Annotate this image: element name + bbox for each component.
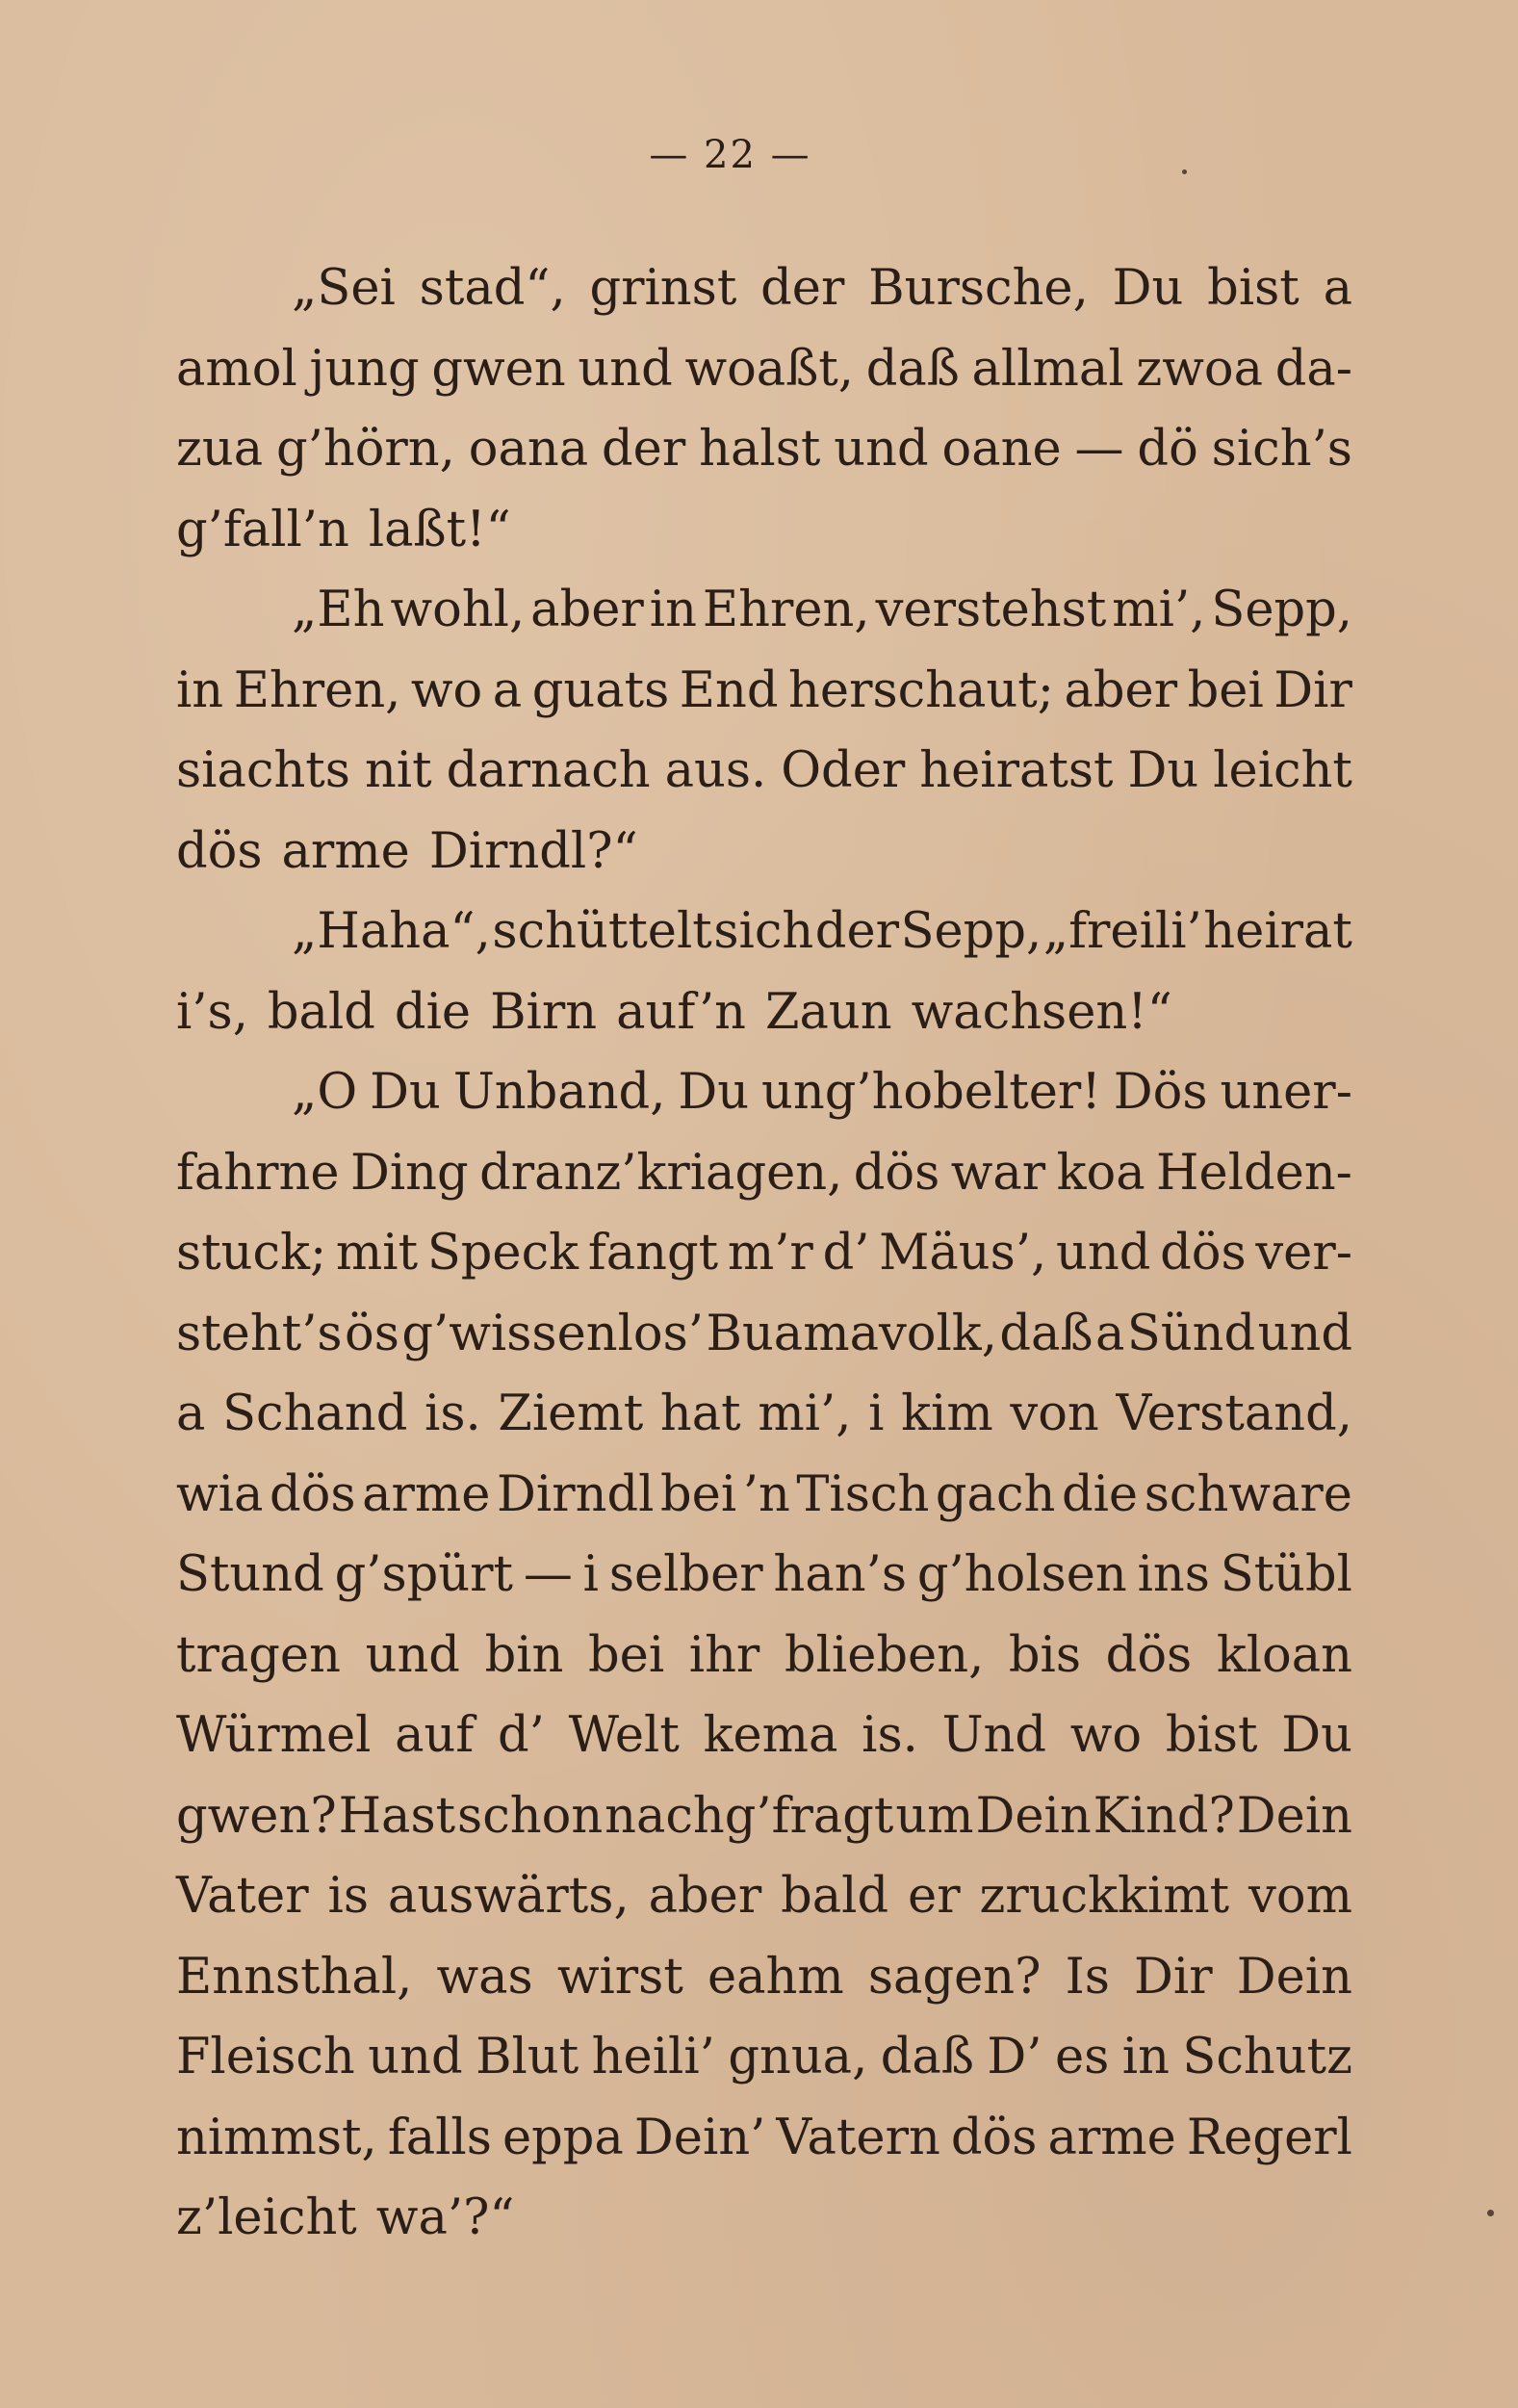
paper-speck: [1487, 2210, 1494, 2216]
word: Buamavolk,: [706, 1305, 997, 1362]
word: Regerl: [1186, 2109, 1352, 2166]
word: wo: [1069, 1707, 1143, 1764]
word: war: [950, 1144, 1046, 1202]
word: „O: [292, 1064, 358, 1121]
word: bis: [1008, 1626, 1082, 1684]
word: was: [436, 1948, 533, 2006]
word: Und: [941, 1707, 1047, 1764]
word: um: [895, 1787, 974, 1845]
word: Helden-: [1156, 1144, 1352, 1202]
word: jung: [309, 340, 420, 398]
word: woaßt,: [684, 340, 854, 398]
word: in: [649, 582, 697, 638]
word: gwen: [431, 340, 566, 398]
word: gach: [935, 1465, 1056, 1523]
word: zruckkimt: [979, 1868, 1230, 1925]
word: wia: [176, 1465, 264, 1523]
word: Du: [1281, 1707, 1352, 1764]
word: koa: [1056, 1144, 1145, 1202]
word: i: [582, 1546, 599, 1603]
word: —: [1074, 421, 1124, 478]
word: wa’?“: [375, 2189, 515, 2246]
word: i’s,: [176, 983, 248, 1041]
word: in: [1121, 2029, 1170, 2085]
word: wirst: [556, 1948, 683, 2006]
word: Sepp,: [900, 903, 1042, 960]
word: g’wissenlos’: [401, 1305, 705, 1362]
word: Stund: [176, 1546, 324, 1603]
word: er: [908, 1868, 961, 1925]
text-line: [176, 1133, 1352, 1214]
word: Vater: [176, 1868, 309, 1925]
word: D’: [987, 2029, 1042, 2085]
word: ’n: [742, 1465, 790, 1523]
paper-speck: [1182, 169, 1187, 174]
word: „Sei: [292, 260, 396, 317]
word: ös: [345, 1305, 399, 1362]
word: wachsen!“: [911, 983, 1172, 1041]
word: guats: [531, 661, 670, 719]
word: bald: [781, 1868, 889, 1925]
word: „Haha“,: [292, 903, 491, 960]
word: kema: [703, 1707, 838, 1764]
word: Stübl: [1220, 1546, 1352, 1603]
text-line: [176, 409, 1352, 490]
word: Du: [678, 1064, 750, 1121]
word: oana: [468, 421, 589, 478]
word: Dein: [1236, 1787, 1352, 1845]
word: is: [327, 1868, 370, 1925]
word: g’spürt: [334, 1546, 514, 1603]
word: die: [1061, 1465, 1139, 1523]
word: Dir: [1274, 661, 1352, 719]
word: eppa: [502, 2109, 624, 2166]
word: Dein: [975, 1787, 1092, 1845]
text-line: [176, 1856, 1352, 1937]
word: Fleisch: [176, 2029, 355, 2085]
word: zwoa: [1136, 340, 1263, 398]
word: und: [1056, 1225, 1151, 1282]
word: darnach: [446, 742, 651, 799]
word: steht’s: [176, 1305, 343, 1362]
word: Oder: [781, 742, 906, 799]
word: blieben,: [784, 1626, 985, 1684]
word: aus.: [664, 742, 767, 799]
text-line: [176, 570, 1352, 651]
text-line: [176, 812, 1352, 893]
word: Vatern: [776, 2109, 940, 2166]
word: allmal: [971, 340, 1124, 398]
word: Schutz: [1182, 2029, 1352, 2085]
text-line: [176, 1052, 1352, 1133]
word: d’: [822, 1225, 870, 1282]
word: nit: [364, 742, 432, 799]
word: die: [394, 983, 472, 1041]
word: Is: [1065, 1948, 1110, 2006]
word: und: [365, 1626, 460, 1684]
word: Du: [1112, 260, 1184, 317]
word: is.: [862, 1707, 918, 1764]
word: g’holsen: [916, 1546, 1127, 1603]
word: bei: [660, 1465, 737, 1523]
word: dranz’kriagen,: [479, 1144, 843, 1202]
word: Ehren,: [702, 582, 870, 638]
word: Schand: [222, 1385, 408, 1442]
word: herschaut;: [788, 661, 1054, 719]
word: „Eh: [292, 582, 385, 638]
word: Ennsthal,: [176, 1948, 413, 2006]
word: ihr: [688, 1626, 760, 1684]
word: Dir: [1134, 1948, 1213, 2006]
word: ver-: [1255, 1225, 1352, 1282]
word: Tisch: [796, 1465, 930, 1523]
word: siachts: [176, 742, 350, 799]
word: sich’s: [1211, 421, 1352, 478]
word: Bursche,: [868, 260, 1089, 317]
word: d’: [498, 1707, 545, 1764]
word: leicht: [1213, 742, 1352, 799]
word: arme: [362, 1465, 491, 1523]
word: daß: [999, 1305, 1093, 1362]
word: Verstand,: [1116, 1385, 1352, 1442]
word: verstehst: [875, 582, 1107, 638]
text-line: [176, 248, 1352, 329]
word: z’leicht: [176, 2189, 357, 2246]
word: Speck: [426, 1225, 579, 1282]
word: grinst: [589, 260, 737, 317]
page-number: — 22 —: [649, 133, 811, 177]
text-line: [176, 490, 1352, 571]
word: Würmel: [176, 1707, 372, 1764]
body-text: [176, 248, 1352, 2259]
word: —: [523, 1546, 573, 1603]
word: Dös: [1113, 1064, 1208, 1121]
word: Sepp,: [1211, 582, 1352, 638]
text-line: [176, 731, 1352, 812]
word: selber: [608, 1546, 763, 1603]
word: i: [868, 1385, 885, 1442]
word: m’r: [727, 1225, 813, 1282]
word: Zaun: [765, 983, 892, 1041]
word: Birn: [490, 983, 598, 1041]
text-line: [176, 1294, 1352, 1375]
word: der: [602, 421, 686, 478]
text-line: [176, 1616, 1352, 1696]
word: „freili’: [1042, 903, 1202, 960]
word: aber: [1064, 661, 1178, 719]
word: bald: [267, 983, 375, 1041]
word: stad“,: [419, 260, 566, 317]
word: falls: [387, 2109, 492, 2166]
word: bei: [1187, 661, 1264, 719]
word: schware: [1144, 1465, 1352, 1523]
word: oane: [941, 421, 1062, 478]
word: tragen: [176, 1626, 341, 1684]
text-line: [176, 651, 1352, 732]
word: bist: [1207, 260, 1299, 317]
word: arme: [281, 822, 410, 880]
text-line: [176, 972, 1352, 1053]
word: der: [814, 903, 900, 960]
text-line: [176, 892, 1352, 972]
word: dös: [950, 2109, 1038, 2166]
word: han’s: [773, 1546, 907, 1603]
text-line: [176, 1374, 1352, 1455]
text-line: [176, 1696, 1352, 1776]
word: Dein: [1236, 1948, 1352, 2006]
word: auswärts,: [387, 1868, 630, 1925]
word: schüttelt: [492, 903, 712, 960]
word: dös: [176, 822, 263, 880]
word: daß: [865, 340, 960, 398]
text-line: [176, 1776, 1352, 1857]
text-line: [176, 2178, 1352, 2259]
word: gnua,: [728, 2029, 868, 2085]
word: Ding: [349, 1144, 469, 1202]
word: bei: [588, 1626, 665, 1684]
text-line: [176, 2098, 1352, 2179]
word: dös: [269, 1465, 356, 1523]
word: ung’hobelter!: [761, 1064, 1101, 1121]
word: wo: [410, 661, 483, 719]
word: mit: [335, 1225, 419, 1282]
word: auf: [395, 1707, 475, 1764]
word: der: [760, 260, 845, 317]
word: bist: [1165, 1707, 1258, 1764]
word: Kind?: [1093, 1787, 1235, 1845]
word: laßt!“: [368, 501, 511, 558]
word: Blut: [476, 2029, 579, 2085]
word: wohl,: [390, 582, 526, 638]
word: mi’,: [758, 1385, 852, 1442]
word: arme: [1047, 2109, 1176, 2166]
text-line: [176, 1455, 1352, 1536]
word: mi’,: [1112, 582, 1206, 638]
word: stuck;: [176, 1225, 327, 1282]
word: a: [176, 1385, 206, 1442]
word: und: [1257, 1305, 1352, 1362]
word: ins: [1137, 1546, 1210, 1603]
text-line: [176, 1535, 1352, 1616]
word: zua: [176, 421, 264, 478]
word: g’fall’n: [176, 501, 349, 558]
word: Welt: [568, 1707, 680, 1764]
word: gwen?: [176, 1787, 337, 1845]
word: nimmst,: [176, 2109, 377, 2166]
word: von: [1010, 1385, 1099, 1442]
word: amol: [176, 340, 297, 398]
word: aber: [648, 1868, 762, 1925]
word: eahm: [707, 1948, 844, 2006]
word: und: [368, 2029, 463, 2085]
word: Dirndl: [497, 1465, 655, 1523]
text-line: [176, 1213, 1352, 1294]
word: hat: [659, 1385, 741, 1442]
word: dö: [1137, 421, 1198, 478]
word: Dirndl?“: [428, 822, 638, 880]
word: Hast: [338, 1787, 456, 1845]
text-line: [176, 329, 1352, 410]
word: in: [176, 661, 224, 719]
word: und: [578, 340, 673, 398]
word: a: [1095, 1305, 1125, 1362]
word: dös: [853, 1144, 940, 1202]
word: bin: [484, 1626, 564, 1684]
word: heirat: [1203, 903, 1352, 960]
text-line: [176, 2017, 1352, 2098]
word: heiratst: [919, 742, 1114, 799]
word: da-: [1274, 340, 1352, 398]
word: a: [1323, 260, 1352, 317]
word: Unband,: [452, 1064, 666, 1121]
word: schon: [457, 1787, 604, 1845]
word: Ehren,: [233, 661, 401, 719]
word: sich: [713, 903, 814, 960]
word: nachg’fragt: [605, 1787, 894, 1845]
word: halst: [699, 421, 821, 478]
word: uner-: [1220, 1064, 1352, 1121]
word: g’hörn,: [276, 421, 455, 478]
word: Sünd: [1126, 1305, 1256, 1362]
word: sagen?: [867, 1948, 1042, 2006]
text-line: [176, 1937, 1352, 2018]
word: dös: [1105, 1626, 1193, 1684]
word: auf’n: [616, 983, 747, 1041]
word: dös: [1160, 1225, 1247, 1282]
word: vom: [1248, 1868, 1352, 1925]
word: fahrne: [176, 1144, 340, 1202]
word: End: [679, 661, 779, 719]
word: Du: [1127, 742, 1199, 799]
word: aber: [530, 582, 644, 638]
word: fangt: [587, 1225, 719, 1282]
word: und: [834, 421, 929, 478]
word: Du: [370, 1064, 441, 1121]
word: kloan: [1216, 1626, 1352, 1684]
word: is.: [425, 1385, 481, 1442]
word: Ziemt: [498, 1385, 644, 1442]
word: es: [1054, 2029, 1110, 2085]
word: kim: [901, 1385, 993, 1442]
word: a: [492, 661, 523, 719]
word: Mäus’,: [879, 1225, 1047, 1282]
word: Dein’: [633, 2109, 766, 2166]
word: daß: [880, 2029, 974, 2085]
word: heili’: [591, 2029, 715, 2085]
